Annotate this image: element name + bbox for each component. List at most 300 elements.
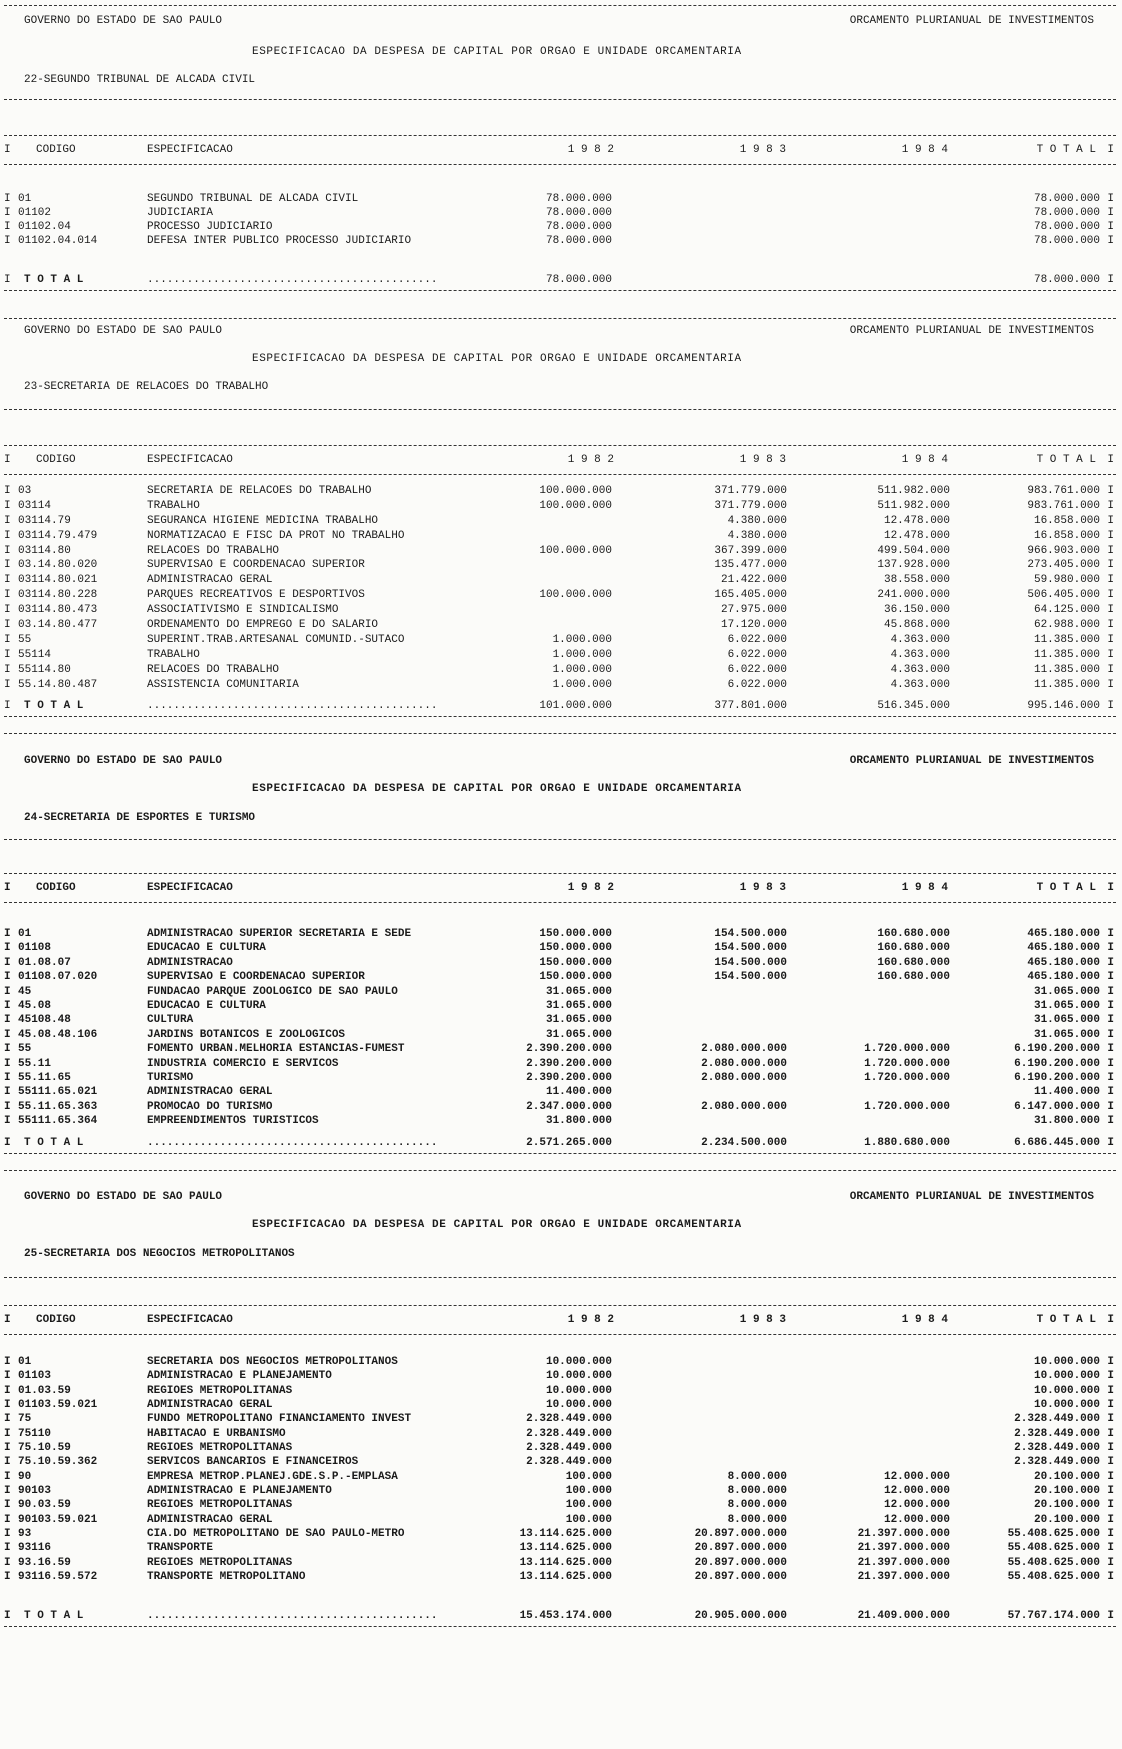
cell-1982: 1.000.000 bbox=[552, 678, 612, 691]
border-char: I bbox=[1107, 1485, 1114, 1498]
border-char: I bbox=[4, 1115, 11, 1128]
table-row bbox=[0, 1441, 1122, 1455]
cell-1984: 36.150.000 bbox=[883, 604, 950, 617]
table-row bbox=[0, 1057, 1122, 1071]
cell-especificacao: RELACOES DO TRABALHO bbox=[147, 663, 280, 676]
cell-total: 31.800.000 bbox=[1033, 1115, 1100, 1128]
cell-codigo: 55114.80 bbox=[18, 663, 71, 676]
cell-1983: 6.022.000 bbox=[727, 648, 787, 661]
total-row bbox=[0, 1609, 1122, 1624]
border-char: I bbox=[4, 1413, 11, 1426]
border-char: I bbox=[4, 604, 11, 617]
border-char: I bbox=[4, 1043, 11, 1056]
border-char: I bbox=[4, 454, 11, 466]
cell-especificacao: REGIOES METROPOLITANAS bbox=[147, 1442, 293, 1455]
cell-total: 6.147.000.000 bbox=[1014, 1100, 1100, 1113]
cell-1984: 4.363.000 bbox=[890, 648, 950, 661]
table-row bbox=[0, 220, 1122, 234]
section-bottom-rule bbox=[4, 1626, 1116, 1627]
total-dots: ............................................ bbox=[147, 274, 438, 286]
cell-codigo: 55.11.65.363 bbox=[18, 1100, 98, 1113]
cell-1982: 100.000 bbox=[565, 1513, 612, 1526]
cell-1984: 4.363.000 bbox=[890, 678, 950, 691]
cell-1983: 20.897.000.000 bbox=[694, 1542, 787, 1555]
cell-1983: 6.022.000 bbox=[727, 663, 787, 676]
cell-total: 55.408.625.000 bbox=[1007, 1542, 1100, 1555]
cell-1984: 160.680.000 bbox=[877, 956, 950, 969]
total-label: T O T A L bbox=[24, 274, 84, 286]
border-char: I bbox=[1107, 1442, 1114, 1455]
border-char: I bbox=[1107, 454, 1114, 466]
cell-1984: 1.720.000.000 bbox=[864, 1100, 950, 1113]
cell-especificacao: NORMATIZACAO E FISC DA PROT NO TRABALHO bbox=[147, 529, 405, 542]
border-char: I bbox=[4, 544, 11, 557]
total-total: 6.686.445.000 bbox=[1014, 1137, 1100, 1149]
cell-total: 983.761.000 bbox=[1027, 499, 1100, 512]
column-1984: 1 9 8 4 bbox=[901, 1314, 948, 1326]
column-1984: 1 9 8 4 bbox=[901, 882, 948, 894]
table-row bbox=[0, 970, 1122, 984]
column-codigo: CODIGO bbox=[36, 882, 76, 894]
border-char: I bbox=[4, 1356, 11, 1368]
border-char: I bbox=[1107, 235, 1114, 247]
cell-especificacao: ADMINISTRACAO GERAL bbox=[147, 574, 273, 587]
total-1983: 20.905.000.000 bbox=[694, 1610, 787, 1622]
cell-especificacao: EDUCACAO E CULTURA bbox=[147, 999, 266, 1012]
border-char: I bbox=[4, 985, 11, 998]
cell-especificacao: EMPRESA METROP.PLANEJ.GDE.S.P.-EMPLASA bbox=[147, 1470, 398, 1483]
cell-especificacao: JUDICIARIA bbox=[147, 207, 214, 219]
cell-1982: 13.114.625.000 bbox=[519, 1571, 612, 1584]
border-char: I bbox=[4, 1610, 11, 1622]
border-char: I bbox=[4, 999, 11, 1012]
cell-1982: 78.000.000 bbox=[545, 207, 612, 219]
border-char: I bbox=[4, 1513, 11, 1526]
cell-total: 966.903.000 bbox=[1027, 544, 1100, 557]
cell-1984: 241.000.000 bbox=[877, 589, 950, 602]
report-subtitle: ESPECIFICACAO DA DESPESA DE CAPITAL POR ORGAO E UNIDADE ORCAMENTARIA bbox=[252, 783, 742, 795]
table-header bbox=[4, 873, 1116, 903]
cell-1984: 21.397.000.000 bbox=[857, 1542, 950, 1555]
cell-total: 20.100.000 bbox=[1033, 1513, 1100, 1526]
cell-1982: 150.000.000 bbox=[539, 928, 612, 940]
border-char: I bbox=[1107, 1370, 1114, 1383]
cell-especificacao: PROMOCAO DO TURISMO bbox=[147, 1100, 273, 1113]
border-char: I bbox=[1107, 999, 1114, 1012]
cell-1982: 2.390.200.000 bbox=[526, 1057, 612, 1070]
column-codigo: CODIGO bbox=[36, 144, 76, 156]
cell-especificacao: SEGURANCA HIGIENE MEDICINA TRABALHO bbox=[147, 514, 379, 527]
cell-1982: 78.000.000 bbox=[545, 193, 612, 205]
border-char: I bbox=[4, 559, 11, 572]
cell-1982: 1.000.000 bbox=[552, 633, 612, 646]
section-bottom-rule bbox=[4, 716, 1116, 717]
cell-total: 6.190.200.000 bbox=[1014, 1057, 1100, 1070]
cell-codigo: 93116.59.572 bbox=[18, 1571, 98, 1584]
table-row bbox=[0, 678, 1122, 693]
border-char: I bbox=[4, 633, 11, 646]
border-char: I bbox=[4, 1028, 11, 1041]
cell-total: 62.988.000 bbox=[1033, 619, 1100, 632]
cell-codigo: 03114.80.228 bbox=[18, 589, 98, 602]
border-char: I bbox=[4, 1314, 11, 1326]
column-1982: 1 9 8 2 bbox=[567, 882, 614, 894]
cell-total: 465.180.000 bbox=[1027, 971, 1100, 984]
cell-especificacao: JARDINS BOTANICOS E ZOOLOGICOS bbox=[147, 1028, 346, 1041]
cell-1983: 8.000.000 bbox=[727, 1485, 787, 1498]
cell-total: 55.408.625.000 bbox=[1007, 1556, 1100, 1569]
table-row bbox=[0, 1398, 1122, 1412]
cell-codigo: 01.08.07 bbox=[18, 956, 71, 969]
border-char: I bbox=[1107, 1086, 1114, 1099]
cell-codigo: 45 bbox=[18, 985, 32, 998]
border-char: I bbox=[4, 678, 11, 691]
cell-1982: 2.347.000.000 bbox=[526, 1100, 612, 1113]
column-total: T O T A L bbox=[1036, 454, 1096, 466]
cell-1983: 27.975.000 bbox=[720, 604, 787, 617]
cell-codigo: 90 bbox=[18, 1470, 32, 1483]
total-total: 57.767.174.000 bbox=[1007, 1610, 1100, 1622]
table-row bbox=[0, 588, 1122, 603]
cell-codigo: 03114.80 bbox=[18, 544, 71, 557]
table-row bbox=[0, 544, 1122, 559]
cell-especificacao: TURISMO bbox=[147, 1071, 194, 1084]
section-header-box bbox=[4, 5, 1116, 100]
border-char: I bbox=[1107, 663, 1114, 676]
table-row bbox=[0, 1484, 1122, 1498]
total-label: T O T A L bbox=[24, 1610, 84, 1622]
column-codigo: CODIGO bbox=[36, 1314, 76, 1326]
border-char: I bbox=[4, 1427, 11, 1440]
cell-especificacao: FUNDO METROPOLITANO FINANCIAMENTO INVEST bbox=[147, 1413, 412, 1426]
table-row bbox=[0, 1556, 1122, 1570]
column-1984: 1 9 8 4 bbox=[901, 454, 948, 466]
cell-especificacao: SECRETARIA DOS NEGOCIOS METROPOLITANOS bbox=[147, 1356, 398, 1368]
cell-especificacao: PARQUES RECREATIVOS E DESPORTIVOS bbox=[147, 589, 365, 602]
border-char: I bbox=[4, 144, 11, 156]
cell-codigo: 01.03.59 bbox=[18, 1384, 71, 1397]
cell-total: 78.000.000 bbox=[1033, 235, 1100, 247]
table-row bbox=[0, 1369, 1122, 1383]
cell-especificacao: INDUSTRIA COMERCIO E SERVICOS bbox=[147, 1057, 339, 1070]
total-row bbox=[0, 699, 1122, 714]
cell-total: 11.385.000 bbox=[1033, 648, 1100, 661]
cell-especificacao: SUPERVISAO E COORDENACAO SUPERIOR bbox=[147, 559, 365, 572]
table-row bbox=[0, 206, 1122, 220]
table-body bbox=[0, 1355, 1122, 1585]
border-char: I bbox=[1107, 1399, 1114, 1412]
budget-title: ORCAMENTO PLURIANUAL DE INVESTIMENTOS bbox=[849, 1191, 1094, 1203]
table-row bbox=[0, 1114, 1122, 1128]
table-row bbox=[0, 1570, 1122, 1584]
table-row bbox=[0, 648, 1122, 663]
cell-codigo: 01108.07.020 bbox=[18, 971, 98, 984]
cell-1984: 137.928.000 bbox=[877, 559, 950, 572]
cell-1984: 4.363.000 bbox=[890, 633, 950, 646]
cell-especificacao: REGIOES METROPOLITANAS bbox=[147, 1499, 293, 1512]
government-title: GOVERNO DO ESTADO DE SAO PAULO bbox=[24, 15, 223, 27]
budget-title: ORCAMENTO PLURIANUAL DE INVESTIMENTOS bbox=[849, 15, 1094, 27]
cell-especificacao: SECRETARIA DE RELACOES DO TRABALHO bbox=[147, 485, 372, 497]
cell-especificacao: REGIOES METROPOLITANAS bbox=[147, 1384, 293, 1397]
cell-1983: 154.500.000 bbox=[714, 956, 787, 969]
cell-1983: 20.897.000.000 bbox=[694, 1571, 787, 1584]
cell-especificacao: ADMINISTRACAO GERAL bbox=[147, 1399, 273, 1412]
cell-total: 11.385.000 bbox=[1033, 663, 1100, 676]
cell-1984: 511.982.000 bbox=[877, 499, 950, 512]
border-char: I bbox=[4, 499, 11, 512]
border-char: I bbox=[1107, 1571, 1114, 1584]
border-char: I bbox=[4, 1086, 11, 1099]
cell-1982: 2.328.449.000 bbox=[526, 1427, 612, 1440]
border-char: I bbox=[4, 1456, 11, 1469]
table-row bbox=[0, 999, 1122, 1013]
border-char: I bbox=[1107, 971, 1114, 984]
border-char: I bbox=[1107, 1100, 1114, 1113]
total-label: T O T A L bbox=[24, 700, 84, 712]
cell-especificacao: CIA.DO METROPOLITANO DE SAO PAULO-METRO bbox=[147, 1528, 405, 1541]
border-char: I bbox=[1107, 1470, 1114, 1483]
table-header bbox=[4, 445, 1116, 475]
organ-name: 24-SECRETARIA DE ESPORTES E TURISMO bbox=[24, 812, 256, 824]
cell-1984: 45.868.000 bbox=[883, 619, 950, 632]
cell-codigo: 55.14.80.487 bbox=[18, 678, 98, 691]
cell-codigo: 01102 bbox=[18, 207, 52, 219]
cell-1982: 100.000.000 bbox=[539, 589, 612, 602]
border-char: I bbox=[4, 193, 11, 205]
section-bottom-rule bbox=[4, 290, 1116, 291]
cell-1982: 31.800.000 bbox=[545, 1115, 612, 1128]
cell-total: 78.000.000 bbox=[1033, 207, 1100, 219]
column-1983: 1 9 8 3 bbox=[739, 144, 786, 156]
cell-codigo: 55111.65.021 bbox=[18, 1086, 98, 1099]
border-char: I bbox=[1107, 1556, 1114, 1569]
cell-codigo: 01103 bbox=[18, 1370, 52, 1383]
border-char: I bbox=[4, 1384, 11, 1397]
border-char: I bbox=[4, 1370, 11, 1383]
border-char: I bbox=[1107, 882, 1114, 894]
border-char: I bbox=[1107, 633, 1114, 646]
border-char: I bbox=[1107, 700, 1114, 712]
column-especificacao: ESPECIFICACAO bbox=[147, 454, 233, 466]
cell-especificacao: EMPREENDIMENTOS TURISTICOS bbox=[147, 1115, 319, 1128]
border-char: I bbox=[4, 619, 11, 632]
cell-codigo: 93116 bbox=[18, 1542, 52, 1555]
border-char: I bbox=[1107, 1499, 1114, 1512]
cell-codigo: 03 bbox=[18, 485, 32, 497]
table-row bbox=[0, 529, 1122, 544]
table-row bbox=[0, 1100, 1122, 1114]
border-char: I bbox=[1107, 1528, 1114, 1541]
border-char: I bbox=[4, 1442, 11, 1455]
border-char: I bbox=[4, 529, 11, 542]
total-dots: ............................................ bbox=[147, 1137, 438, 1149]
cell-1983: 17.120.000 bbox=[720, 619, 787, 632]
border-char: I bbox=[4, 928, 11, 940]
table-row bbox=[0, 1028, 1122, 1042]
border-char: I bbox=[1107, 544, 1114, 557]
cell-1984: 1.720.000.000 bbox=[864, 1057, 950, 1070]
table-row bbox=[0, 1470, 1122, 1484]
organ-name: 25-SECRETARIA DOS NEGOCIOS METROPOLITANOS bbox=[24, 1248, 295, 1260]
border-char: I bbox=[1107, 1413, 1114, 1426]
cell-codigo: 75.10.59 bbox=[18, 1442, 71, 1455]
cell-total: 2.328.449.000 bbox=[1014, 1413, 1100, 1426]
cell-especificacao: ADMINISTRACAO bbox=[147, 956, 233, 969]
cell-especificacao: TRABALHO bbox=[147, 648, 200, 661]
cell-1982: 2.328.449.000 bbox=[526, 1442, 612, 1455]
cell-codigo: 01102.04.014 bbox=[18, 235, 98, 247]
table-row bbox=[0, 1513, 1122, 1527]
table-row bbox=[0, 663, 1122, 678]
border-char: I bbox=[1107, 1356, 1114, 1368]
cell-total: 31.065.000 bbox=[1033, 999, 1100, 1012]
cell-total: 465.180.000 bbox=[1027, 956, 1100, 969]
cell-codigo: 55.11 bbox=[18, 1057, 52, 1070]
cell-1982: 1.000.000 bbox=[552, 648, 612, 661]
cell-especificacao: TRABALHO bbox=[147, 499, 200, 512]
cell-1982: 10.000.000 bbox=[545, 1370, 612, 1383]
cell-1983: 2.080.000.000 bbox=[701, 1100, 787, 1113]
cell-1982: 150.000.000 bbox=[539, 971, 612, 984]
border-char: I bbox=[4, 485, 11, 497]
cell-especificacao: EDUCACAO E CULTURA bbox=[147, 942, 266, 955]
cell-1983: 165.405.000 bbox=[714, 589, 787, 602]
border-char: I bbox=[1107, 1542, 1114, 1555]
border-char: I bbox=[4, 1470, 11, 1483]
cell-especificacao: ASSOCIATIVISMO E SINDICALISMO bbox=[147, 604, 339, 617]
cell-especificacao: ADMINISTRACAO GERAL bbox=[147, 1086, 273, 1099]
table-row bbox=[0, 1013, 1122, 1027]
border-char: I bbox=[1107, 1137, 1114, 1149]
budget-title: ORCAMENTO PLURIANUAL DE INVESTIMENTOS bbox=[849, 755, 1094, 767]
total-1983: 377.801.000 bbox=[714, 700, 787, 712]
cell-1984: 12.478.000 bbox=[883, 514, 950, 527]
cell-total: 59.980.000 bbox=[1033, 574, 1100, 587]
border-char: I bbox=[4, 1571, 11, 1584]
table-row bbox=[0, 1071, 1122, 1085]
border-char: I bbox=[1107, 559, 1114, 572]
total-1983: 2.234.500.000 bbox=[701, 1137, 787, 1149]
cell-total: 31.065.000 bbox=[1033, 1028, 1100, 1041]
column-especificacao: ESPECIFICACAO bbox=[147, 882, 233, 894]
cell-1983: 6.022.000 bbox=[727, 633, 787, 646]
cell-1983: 154.500.000 bbox=[714, 971, 787, 984]
table-row bbox=[0, 1455, 1122, 1469]
cell-1982: 150.000.000 bbox=[539, 942, 612, 955]
border-char: I bbox=[4, 882, 11, 894]
cell-1983: 4.380.000 bbox=[727, 529, 787, 542]
cell-total: 2.328.449.000 bbox=[1014, 1427, 1100, 1440]
cell-total: 10.000.000 bbox=[1033, 1370, 1100, 1383]
cell-codigo: 45.08.48.106 bbox=[18, 1028, 98, 1041]
government-title: GOVERNO DO ESTADO DE SAO PAULO bbox=[24, 755, 223, 767]
cell-especificacao: ADMINISTRACAO SUPERIOR SECRETARIA E SEDE bbox=[147, 928, 412, 940]
border-char: I bbox=[1107, 529, 1114, 542]
cell-codigo: 01 bbox=[18, 928, 32, 940]
column-1983: 1 9 8 3 bbox=[739, 1314, 786, 1326]
table-header bbox=[4, 135, 1116, 165]
cell-1982: 2.328.449.000 bbox=[526, 1456, 612, 1469]
cell-1982: 100.000 bbox=[565, 1470, 612, 1483]
cell-1982: 2.390.200.000 bbox=[526, 1071, 612, 1084]
cell-1984: 12.000.000 bbox=[883, 1470, 950, 1483]
border-char: I bbox=[1107, 499, 1114, 512]
section-header-box bbox=[4, 318, 1116, 410]
table-row bbox=[0, 1498, 1122, 1512]
cell-1982: 13.114.625.000 bbox=[519, 1542, 612, 1555]
cell-codigo: 75 bbox=[18, 1413, 32, 1426]
cell-especificacao: CULTURA bbox=[147, 1014, 194, 1027]
cell-1983: 154.500.000 bbox=[714, 942, 787, 955]
cell-especificacao: ASSISTENCIA COMUNITARIA bbox=[147, 678, 299, 691]
cell-especificacao: TRANSPORTE METROPOLITANO bbox=[147, 1571, 306, 1584]
cell-1984: 12.000.000 bbox=[883, 1485, 950, 1498]
total-1982: 78.000.000 bbox=[545, 274, 612, 286]
cell-especificacao: ORDENAMENTO DO EMPREGO E DO SALARIO bbox=[147, 619, 379, 632]
table-row bbox=[0, 941, 1122, 955]
total-1982: 2.571.265.000 bbox=[526, 1137, 612, 1149]
cell-especificacao: HABITACAO E URBANISMO bbox=[147, 1427, 286, 1440]
total-1982: 15.453.174.000 bbox=[519, 1610, 612, 1622]
border-char: I bbox=[4, 274, 11, 286]
column-1982: 1 9 8 2 bbox=[567, 454, 614, 466]
cell-1984: 160.680.000 bbox=[877, 971, 950, 984]
cell-codigo: 01108 bbox=[18, 942, 52, 955]
cell-1982: 11.400.000 bbox=[545, 1086, 612, 1099]
table-row bbox=[0, 558, 1122, 573]
table-row bbox=[0, 927, 1122, 941]
cell-codigo: 55 bbox=[18, 633, 32, 646]
border-char: I bbox=[1107, 589, 1114, 602]
cell-codigo: 03114.79 bbox=[18, 514, 71, 527]
cell-1983: 21.422.000 bbox=[720, 574, 787, 587]
table-body bbox=[0, 484, 1122, 692]
table-row bbox=[0, 573, 1122, 588]
border-char: I bbox=[1107, 1456, 1114, 1469]
cell-total: 10.000.000 bbox=[1033, 1356, 1100, 1368]
border-char: I bbox=[1107, 1043, 1114, 1056]
cell-especificacao: SERVICOS BANCARIOS E FINANCEIROS bbox=[147, 1456, 359, 1469]
cell-1983: 371.779.000 bbox=[714, 499, 787, 512]
cell-1983: 6.022.000 bbox=[727, 678, 787, 691]
cell-codigo: 03114 bbox=[18, 499, 52, 512]
table-body bbox=[0, 927, 1122, 1128]
cell-1982: 1.000.000 bbox=[552, 663, 612, 676]
cell-codigo: 03114.79.479 bbox=[18, 529, 98, 542]
cell-1983: 20.897.000.000 bbox=[694, 1556, 787, 1569]
cell-1983: 8.000.000 bbox=[727, 1470, 787, 1483]
total-dots: ............................................ bbox=[147, 700, 438, 712]
border-char: I bbox=[4, 574, 11, 587]
cell-1982: 78.000.000 bbox=[545, 235, 612, 247]
cell-codigo: 01 bbox=[18, 1356, 32, 1368]
cell-total: 20.100.000 bbox=[1033, 1499, 1100, 1512]
cell-especificacao: TRANSPORTE bbox=[147, 1542, 214, 1555]
cell-total: 20.100.000 bbox=[1033, 1485, 1100, 1498]
table-row bbox=[0, 1085, 1122, 1099]
border-char: I bbox=[1107, 514, 1114, 527]
border-char: I bbox=[1107, 1014, 1114, 1027]
government-title: GOVERNO DO ESTADO DE SAO PAULO bbox=[24, 325, 223, 337]
table-row bbox=[0, 484, 1122, 499]
cell-especificacao: ADMINISTRACAO GERAL bbox=[147, 1513, 273, 1526]
cell-1982: 10.000.000 bbox=[545, 1399, 612, 1412]
column-codigo: CODIGO bbox=[36, 454, 76, 466]
border-char: I bbox=[4, 1528, 11, 1541]
cell-1983: 367.399.000 bbox=[714, 544, 787, 557]
cell-1983: 135.477.000 bbox=[714, 559, 787, 572]
